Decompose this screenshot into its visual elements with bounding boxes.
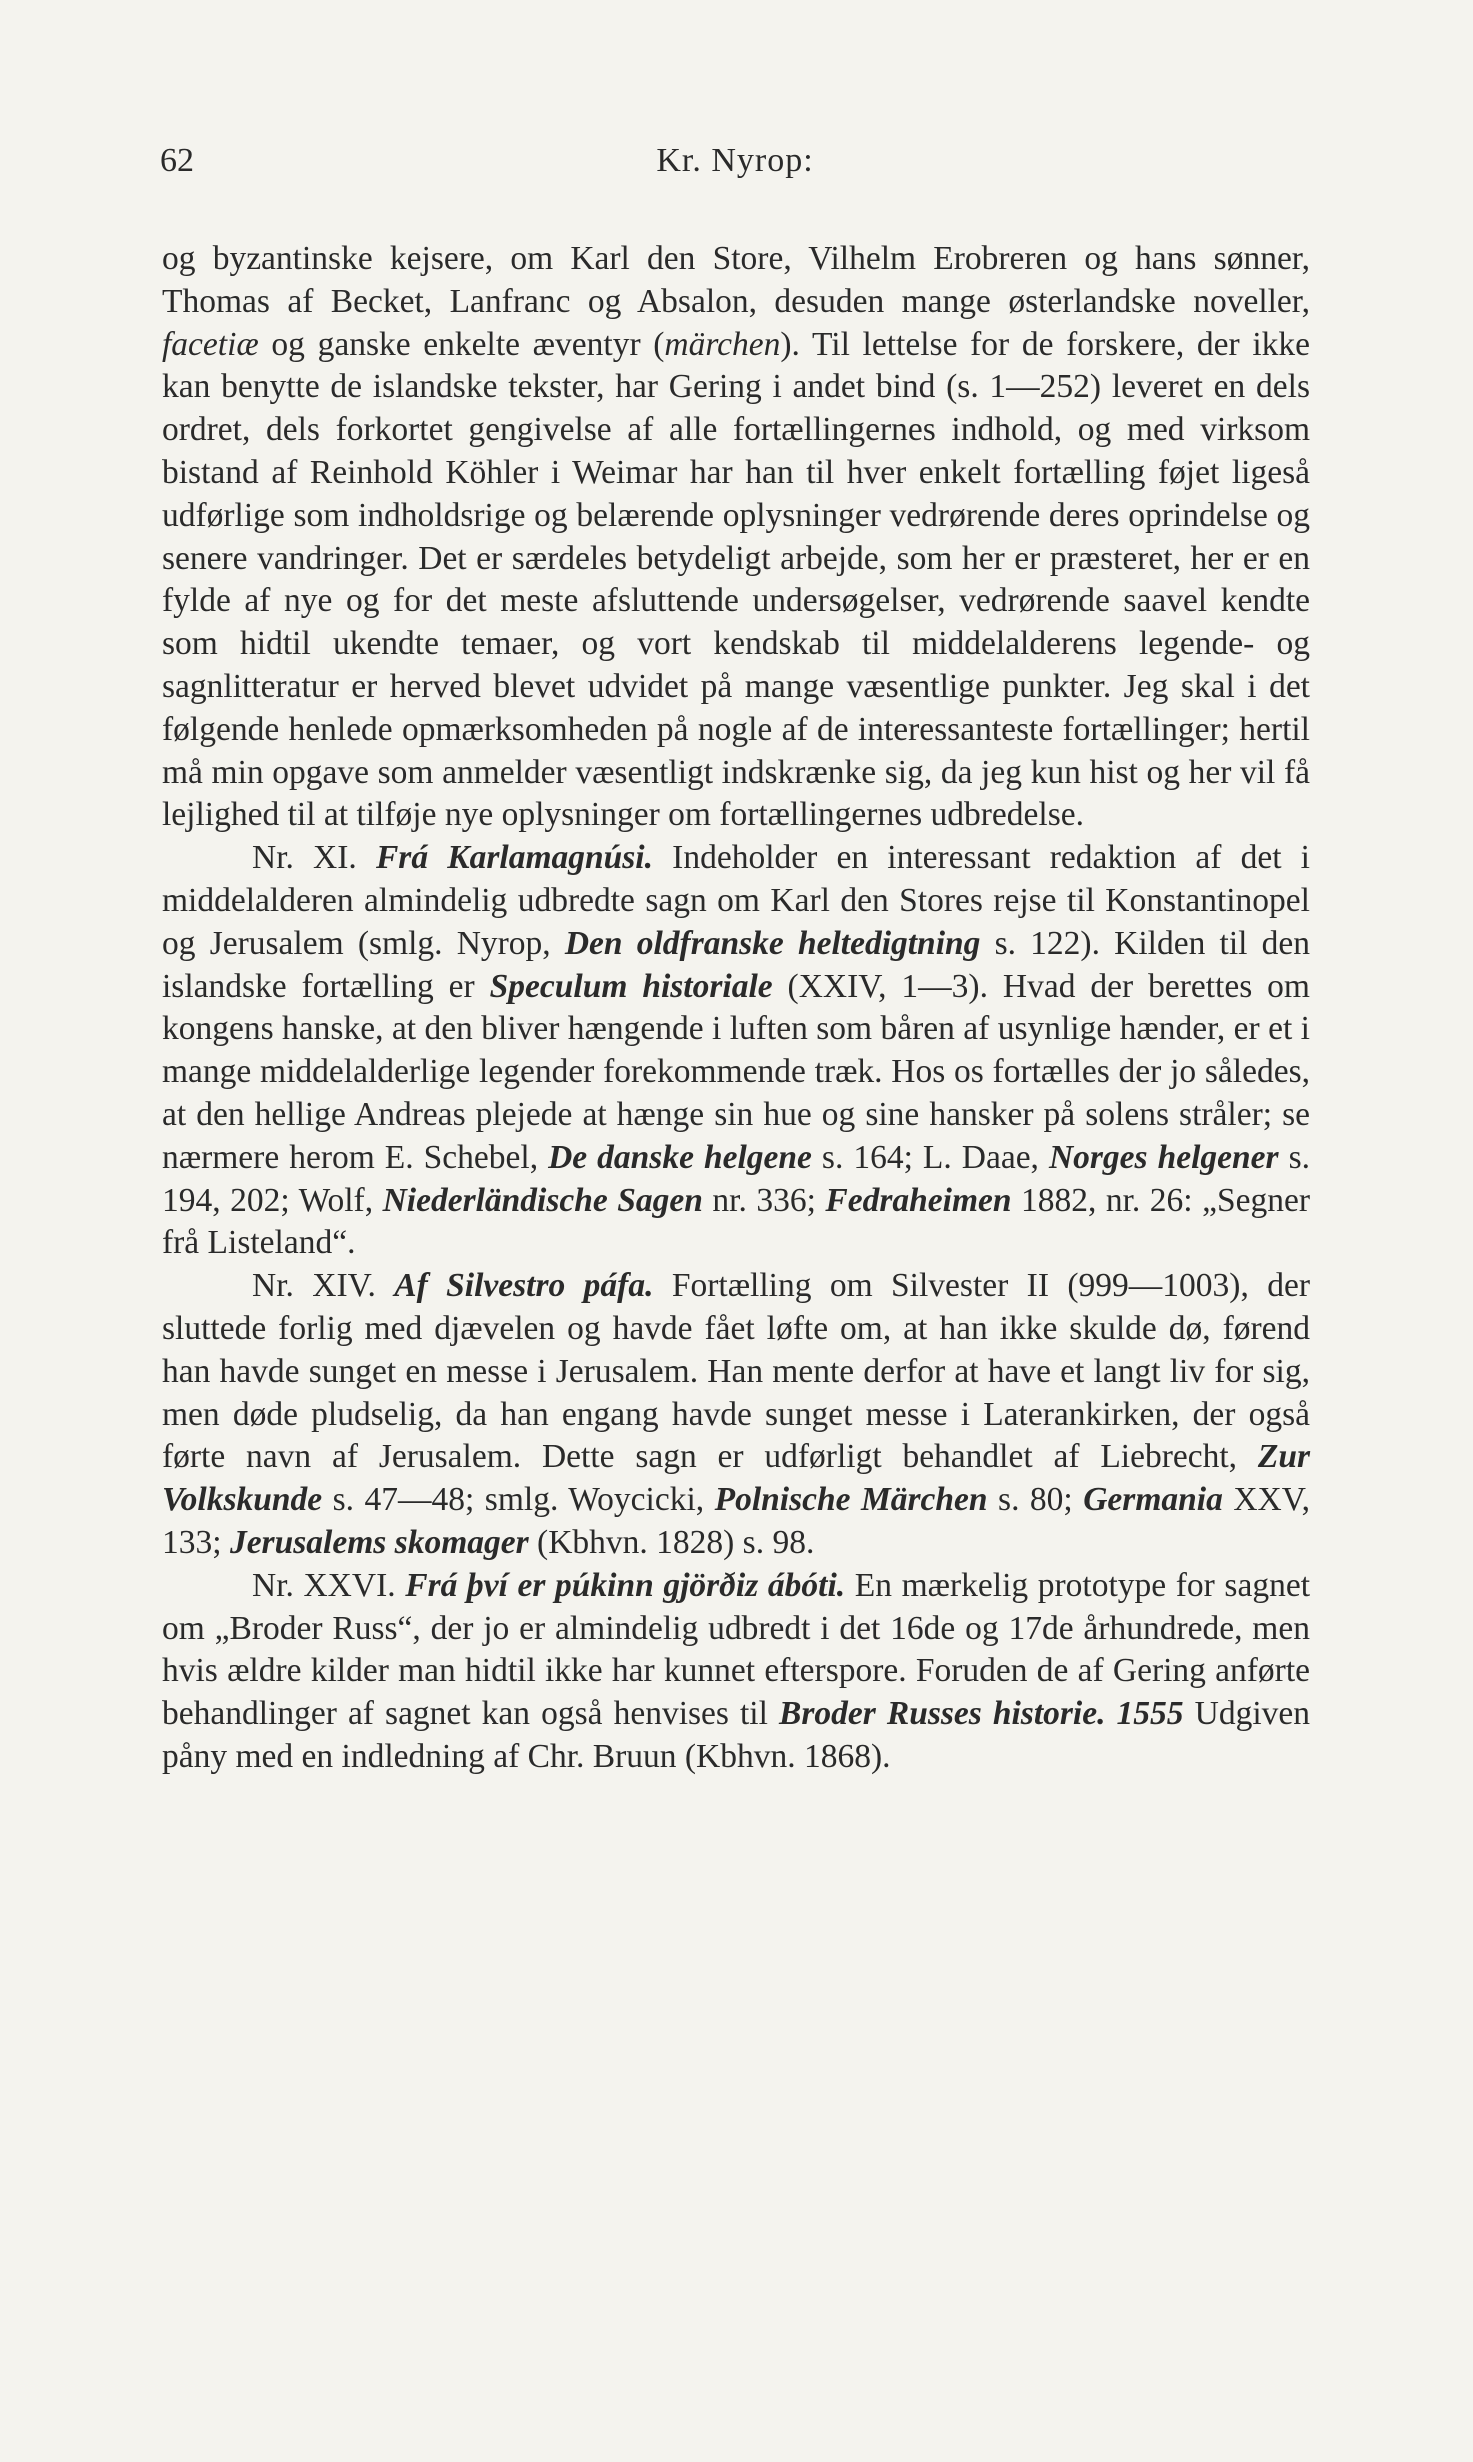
text-run: En mærkelig prototype for sagnet om „Broder Russ“, der jo er almindelig udbredt i det 16de og 17de århundrede, men hvis ældre kilder man hidtil ikke har kunnet efterspore. Foruden de af Gering anførte behandlinger af sagnet kan også henvises til (162, 1566, 1311, 1733)
title-reference: Speculum historiale (489, 967, 773, 1005)
text-run: s. 80; (987, 1481, 1084, 1519)
text-run: Nr. XI. (252, 839, 376, 877)
paragraph-nr-xi (162, 837, 1310, 1265)
text-run: XXV, 133; (162, 1481, 1310, 1561)
text-run: Fortælling om Silvester II (999—1003), der sluttede forlig med djævelen og havde fået løfte om, at han ikke skulde dø, førend han havde sunget en messe i Jerusalem. Han mente derfor at have et langt liv for sig, men døde pludselig, da han engang havde sunget messe i Laterankirken, der også førte navn af Jerusalem. Dette sagn er udførligt behandlet af Liebrecht, (162, 1267, 1310, 1476)
page-header (160, 142, 1310, 192)
page-number: 62 (160, 142, 194, 179)
title-reference: Niederländische Sagen (382, 1181, 703, 1219)
body-text (162, 238, 1310, 1779)
text-run: (XXIV, 1—3). Hvad der berettes om kongens hanske, at den bliver hængende i luften som båren af usynlige hænder, er et i mange middelalderlige legender forekommende træk. Hos os fortælles der jo således, at den hellige Andreas plejede at hænge sin hue og sine hansker på solens stråler; se nærmere herom E. Schebel, (162, 967, 1310, 1176)
title-reference: Germania (1083, 1481, 1223, 1519)
text-run: Nr. XXVI. (252, 1566, 406, 1604)
text-run: Indeholder en interessant redaktion af det i middelalderen almindelig udbredte sagn om Karl den Stores rejse til Konstantinopel og Jerusalem (smlg. Nyrop, (162, 839, 1310, 962)
running-head: Kr. Nyrop: (656, 142, 814, 179)
text-run: s. 47—48; smlg. Woycicki, (322, 1481, 715, 1519)
paragraph-nr-xxvi (162, 1565, 1310, 1779)
title-reference: märchen (664, 325, 781, 363)
paragraph-intro (162, 238, 1310, 837)
title-reference: Frá því er púkinn gjörðiz ábóti. (405, 1566, 846, 1604)
title-reference: Jerusalems skomager (229, 1523, 529, 1561)
title-reference: Frá Karlamagnúsi. (375, 839, 653, 877)
text-run: og ganske enkelte æventyr ( (258, 325, 665, 363)
text-run: s. 194, 202; Wolf, (162, 1138, 1311, 1219)
text-run: 1882, nr. 26: „Segner frå Listeland“. (162, 1181, 1311, 1262)
text-run: Nr. XIV. (252, 1267, 395, 1305)
title-reference: Broder Russes historie. 1555 (779, 1695, 1184, 1733)
text-run: Udgiven påny med en indledning af Chr. Bruun (Kbhvn. 1868). (162, 1695, 1310, 1775)
title-reference: Fedraheimen (825, 1181, 1012, 1219)
title-reference: De danske helgene (548, 1138, 812, 1176)
text-run: ). Til lettelse for de forskere, der ikke kan benytte de islandske tekster, har Gering i andet bind (s. 1—252) leveret en dels ordret, dels forkortet gengivelse af alle fortællingernes indhold, og med virksom bistand af Reinhold Köhler i Weimar har han til hver enkelt fortælling føjet ligeså udførlige som indholdsrige og belærende oplysninger vedrørende deres oprindelse og senere vandringer. Det er særdeles betydeligt arbejde, som her er præsteret, her er en fylde af nye og for det meste afsluttende undersøgelser, vedrørende saavel kendte som hidtil ukendte temaer, og vort kendskab til middelalderens legende- og sagnlitteratur er herved blevet udvidet på mange væsentlige punkter. Jeg skal i det følgende henlede opmærksomheden på nogle af de interessanteste fortællinger; hertil må min opgave som anmelder væsentligt indskrænke sig, da jeg kun hist og her vil få lejlighed til at tilføje nye oplysninger om fortællingernes udbredelse. (162, 325, 1311, 834)
title-reference: facetiæ (162, 325, 259, 363)
title-reference: Af Silvestro páfa. (394, 1267, 654, 1305)
title-reference: Zur Volkskunde (162, 1438, 1310, 1519)
title-reference: Norges helgener (1048, 1138, 1279, 1176)
title-reference: Polnische Märchen (714, 1481, 988, 1519)
text-run: (Kbhvn. 1828) s. 98. (528, 1523, 815, 1561)
text-run: nr. 336; (702, 1181, 826, 1219)
text-run: s. 164; L. Daae, (811, 1138, 1049, 1176)
text-run: og byzantinske kejsere, om Karl den Store, Vilhelm Erobreren og hans sønner, Thomas af Becket, Lanfranc og Absalon, desuden mange østerlandske noveller, (162, 240, 1310, 320)
paragraph-nr-xiv (162, 1265, 1310, 1565)
text-run: s. 122). Kilden til den islandske fortælling er (162, 924, 1310, 1005)
title-reference: Den oldfranske heltedigtning (564, 924, 981, 962)
